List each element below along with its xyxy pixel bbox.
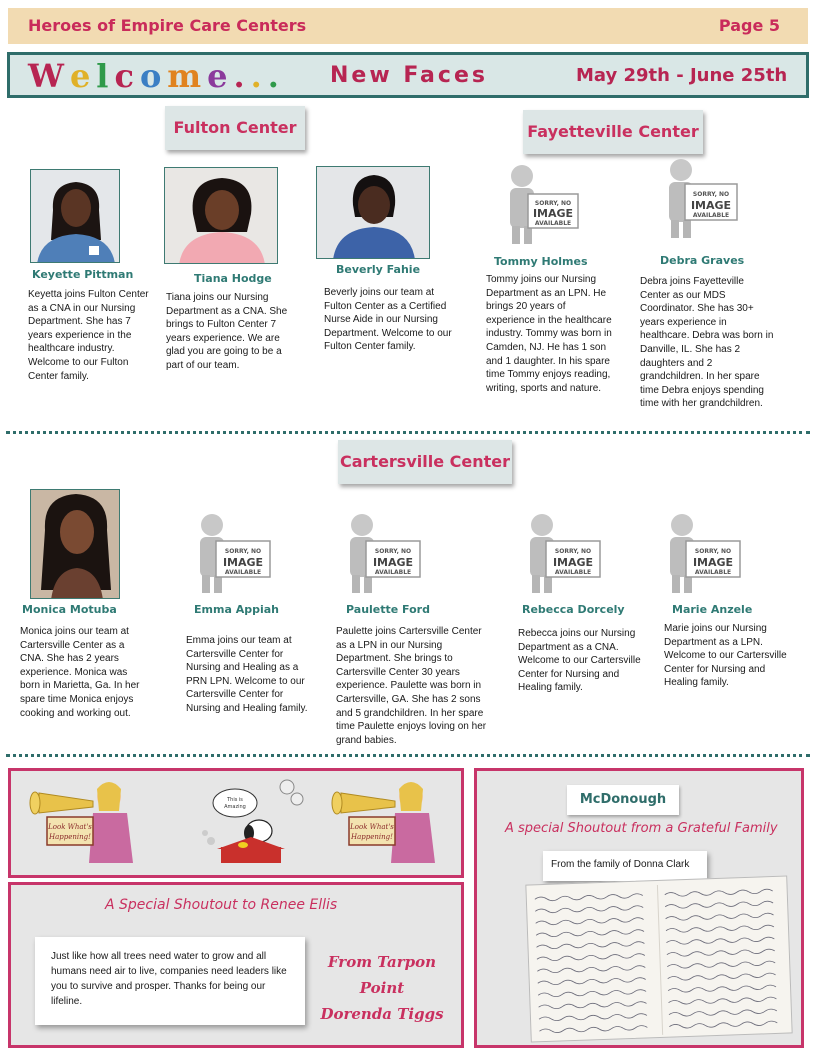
no-image-placeholder [500, 164, 600, 246]
trumpet-figure-left [30, 782, 133, 863]
snoopy-illustration [202, 780, 303, 863]
staff-bio: Beverly joins our team at Fulton Center as a Certified Nurse Aide in our Nursing Department. Welcome to our Fulton Center family. [324, 287, 452, 353]
staff-bio: Emma joins our team at Cartersville Center for Nursing and Healing as a PRN LPN. Welcome to our Cartersville Center for Nursing and Healing family. [186, 635, 308, 714]
date-range: May 29th - June 25th [576, 65, 788, 86]
staff-bio: Monica joins our team at Cartersville Center as a CNA. She has 2 years experience. Monica was born in Marietta, Ga. In her spare time Monica enjoys cooking and working out. [20, 626, 140, 719]
staff-bio: Debra joins Fayetteville Center as our MDS Coordinator. She has 30+ years experience in healthcare. Debra was born in Danville, IL. She has 2 daughters and 2 grandchildren. In her spare time Debra enjoys spending time with her grandchildren. [640, 276, 774, 410]
keyette-photo [30, 169, 120, 263]
staff-bio: Paulette joins Cartersville Center as a LPN in our Nursing Department. She brings to Cartersville Center 30 years experience. Paulette was born in Cartersville, GA. She has 2 sons and 5 grandchildren. In her spare time Paulette enjoys loving on her grand babies. [336, 626, 487, 746]
staff-name: Emma Appiah [194, 603, 279, 616]
renee-shoutout-panel [8, 882, 464, 1048]
welcome-letter: . [250, 57, 268, 95]
staff-bio: Tommy joins our Nursing Department as an LPN. He brings 20 years of experience in the healthcare industry. Tommy was born in Camden, NJ. He has 1 son and 1 daughter. In his spare time Tommy enjoys reading, writing, sports and nature. [486, 274, 612, 394]
svg-text:Amazing: Amazing [224, 804, 246, 810]
svg-text:IMAGE: IMAGE [692, 556, 734, 569]
svg-text:IMAGE: IMAGE [532, 207, 574, 220]
happening-banner [8, 768, 464, 878]
welcome-letter: e [69, 57, 97, 95]
welcome-heading [28, 57, 285, 95]
mcdonough-from-box [543, 851, 707, 881]
svg-text:SORRY, NO: SORRY, NO [692, 191, 730, 198]
svg-text:Happening!: Happening! [351, 833, 393, 841]
svg-text:SORRY, NO: SORRY, NO [554, 548, 592, 555]
staff-bio: Tiana joins our Nursing Department as a CNA. She brings to Fulton Center 7 years experience. We are glad you are going to be a part of our team. [166, 292, 288, 371]
from-location: From Tarpon Point [327, 953, 437, 997]
welcome-banner [7, 52, 809, 98]
new-faces-heading: New Faces [330, 63, 488, 88]
staff-bio: Marie joins our Nursing Department as a LPN. Welcome to our Cartersville Center for Nursing and Healing family. [664, 623, 787, 689]
renee-shoutout-title: A Special Shoutout to Renee Ellis [105, 897, 338, 913]
svg-text:Look What's: Look What's [48, 823, 92, 831]
staff-name: Beverly Fahie [336, 263, 421, 276]
no-image-placeholder [665, 158, 765, 240]
svg-text:AVAILABLE: AVAILABLE [694, 569, 732, 576]
staff-name: Debra Graves [660, 254, 745, 267]
no-image-placeholder [666, 513, 766, 595]
svg-text:IMAGE: IMAGE [372, 556, 414, 569]
section-divider [6, 754, 810, 757]
svg-text:Happening!: Happening! [49, 833, 91, 841]
welcome-letter: W [28, 57, 70, 95]
welcome-letter: c [114, 57, 140, 95]
staff-name: Tiana Hodge [194, 272, 272, 285]
from-person: Dorenda Tiggs [320, 1005, 444, 1023]
svg-text:IMAGE: IMAGE [552, 556, 594, 569]
handwritten-thank-you-card [525, 875, 792, 1042]
fayetteville-center-label: Fayetteville Center [523, 110, 703, 154]
svg-text:SORRY, NO: SORRY, NO [374, 548, 412, 555]
renee-quote-box [35, 937, 305, 1025]
svg-text:AVAILABLE: AVAILABLE [374, 569, 412, 576]
svg-text:AVAILABLE: AVAILABLE [534, 220, 572, 227]
staff-name: Rebecca Dorcely [522, 603, 625, 616]
svg-text:SORRY, NO: SORRY, NO [534, 200, 572, 207]
section-divider [6, 431, 810, 434]
monica-photo [30, 489, 120, 599]
renee-quote: Just like how all trees need water to grow and all humans need air to live, companies need leaders like you to survive and prosper. Thanks for being our lifeline. [51, 951, 287, 1007]
trumpet-figure-right [332, 782, 435, 863]
beverly-photo [316, 166, 430, 259]
welcome-letter: . [267, 57, 285, 95]
welcome-letter: . [233, 57, 251, 95]
page-number: Page 5 [718, 16, 780, 35]
tiana-photo [164, 167, 278, 264]
mcdonough-label: McDonough [567, 785, 679, 815]
mcdonough-from: From the family of Donna Clark [551, 859, 690, 870]
staff-bio: Rebecca joins our Nursing Department as a CNA. Welcome to our Cartersville Center for Nursing and Healing family. [518, 628, 641, 694]
welcome-letter: m [167, 57, 208, 95]
mcdonough-shoutout-title: A special Shoutout from a Grateful Family [505, 821, 778, 836]
no-image-placeholder [196, 513, 296, 595]
staff-name: Paulette Ford [346, 603, 430, 616]
fulton-center-label: Fulton Center [165, 106, 305, 150]
staff-name: Marie Anzele [672, 603, 753, 616]
svg-text:IMAGE: IMAGE [222, 556, 264, 569]
svg-text:AVAILABLE: AVAILABLE [224, 569, 262, 576]
staff-name: Monica Motuba [22, 603, 117, 616]
svg-text:SORRY, NO: SORRY, NO [694, 548, 732, 555]
svg-text:SORRY, NO: SORRY, NO [224, 548, 262, 555]
no-image-placeholder [526, 513, 626, 595]
staff-bio: Keyetta joins Fulton Center as a CNA in our Nursing Department. She has 7 years experience in the healthcare industry. Welcome to our Fulton Center family. [28, 289, 149, 382]
newsletter-title: Heroes of Empire Care Centers [28, 16, 307, 35]
welcome-letter: e [207, 57, 234, 95]
renee-from [307, 949, 457, 1027]
page-header [8, 8, 808, 44]
welcome-letter: l [96, 57, 115, 95]
svg-text:AVAILABLE: AVAILABLE [692, 212, 730, 219]
no-image-placeholder [346, 513, 446, 595]
svg-text:Look What's: Look What's [350, 823, 394, 831]
svg-text:This is: This is [227, 797, 243, 803]
svg-text:IMAGE: IMAGE [690, 199, 732, 212]
cartersville-center-label: Cartersville Center [338, 440, 512, 484]
svg-text:AVAILABLE: AVAILABLE [554, 569, 592, 576]
welcome-letter: o [139, 57, 168, 95]
staff-name: Keyette Pittman [32, 268, 134, 281]
staff-name: Tommy Holmes [494, 255, 588, 268]
